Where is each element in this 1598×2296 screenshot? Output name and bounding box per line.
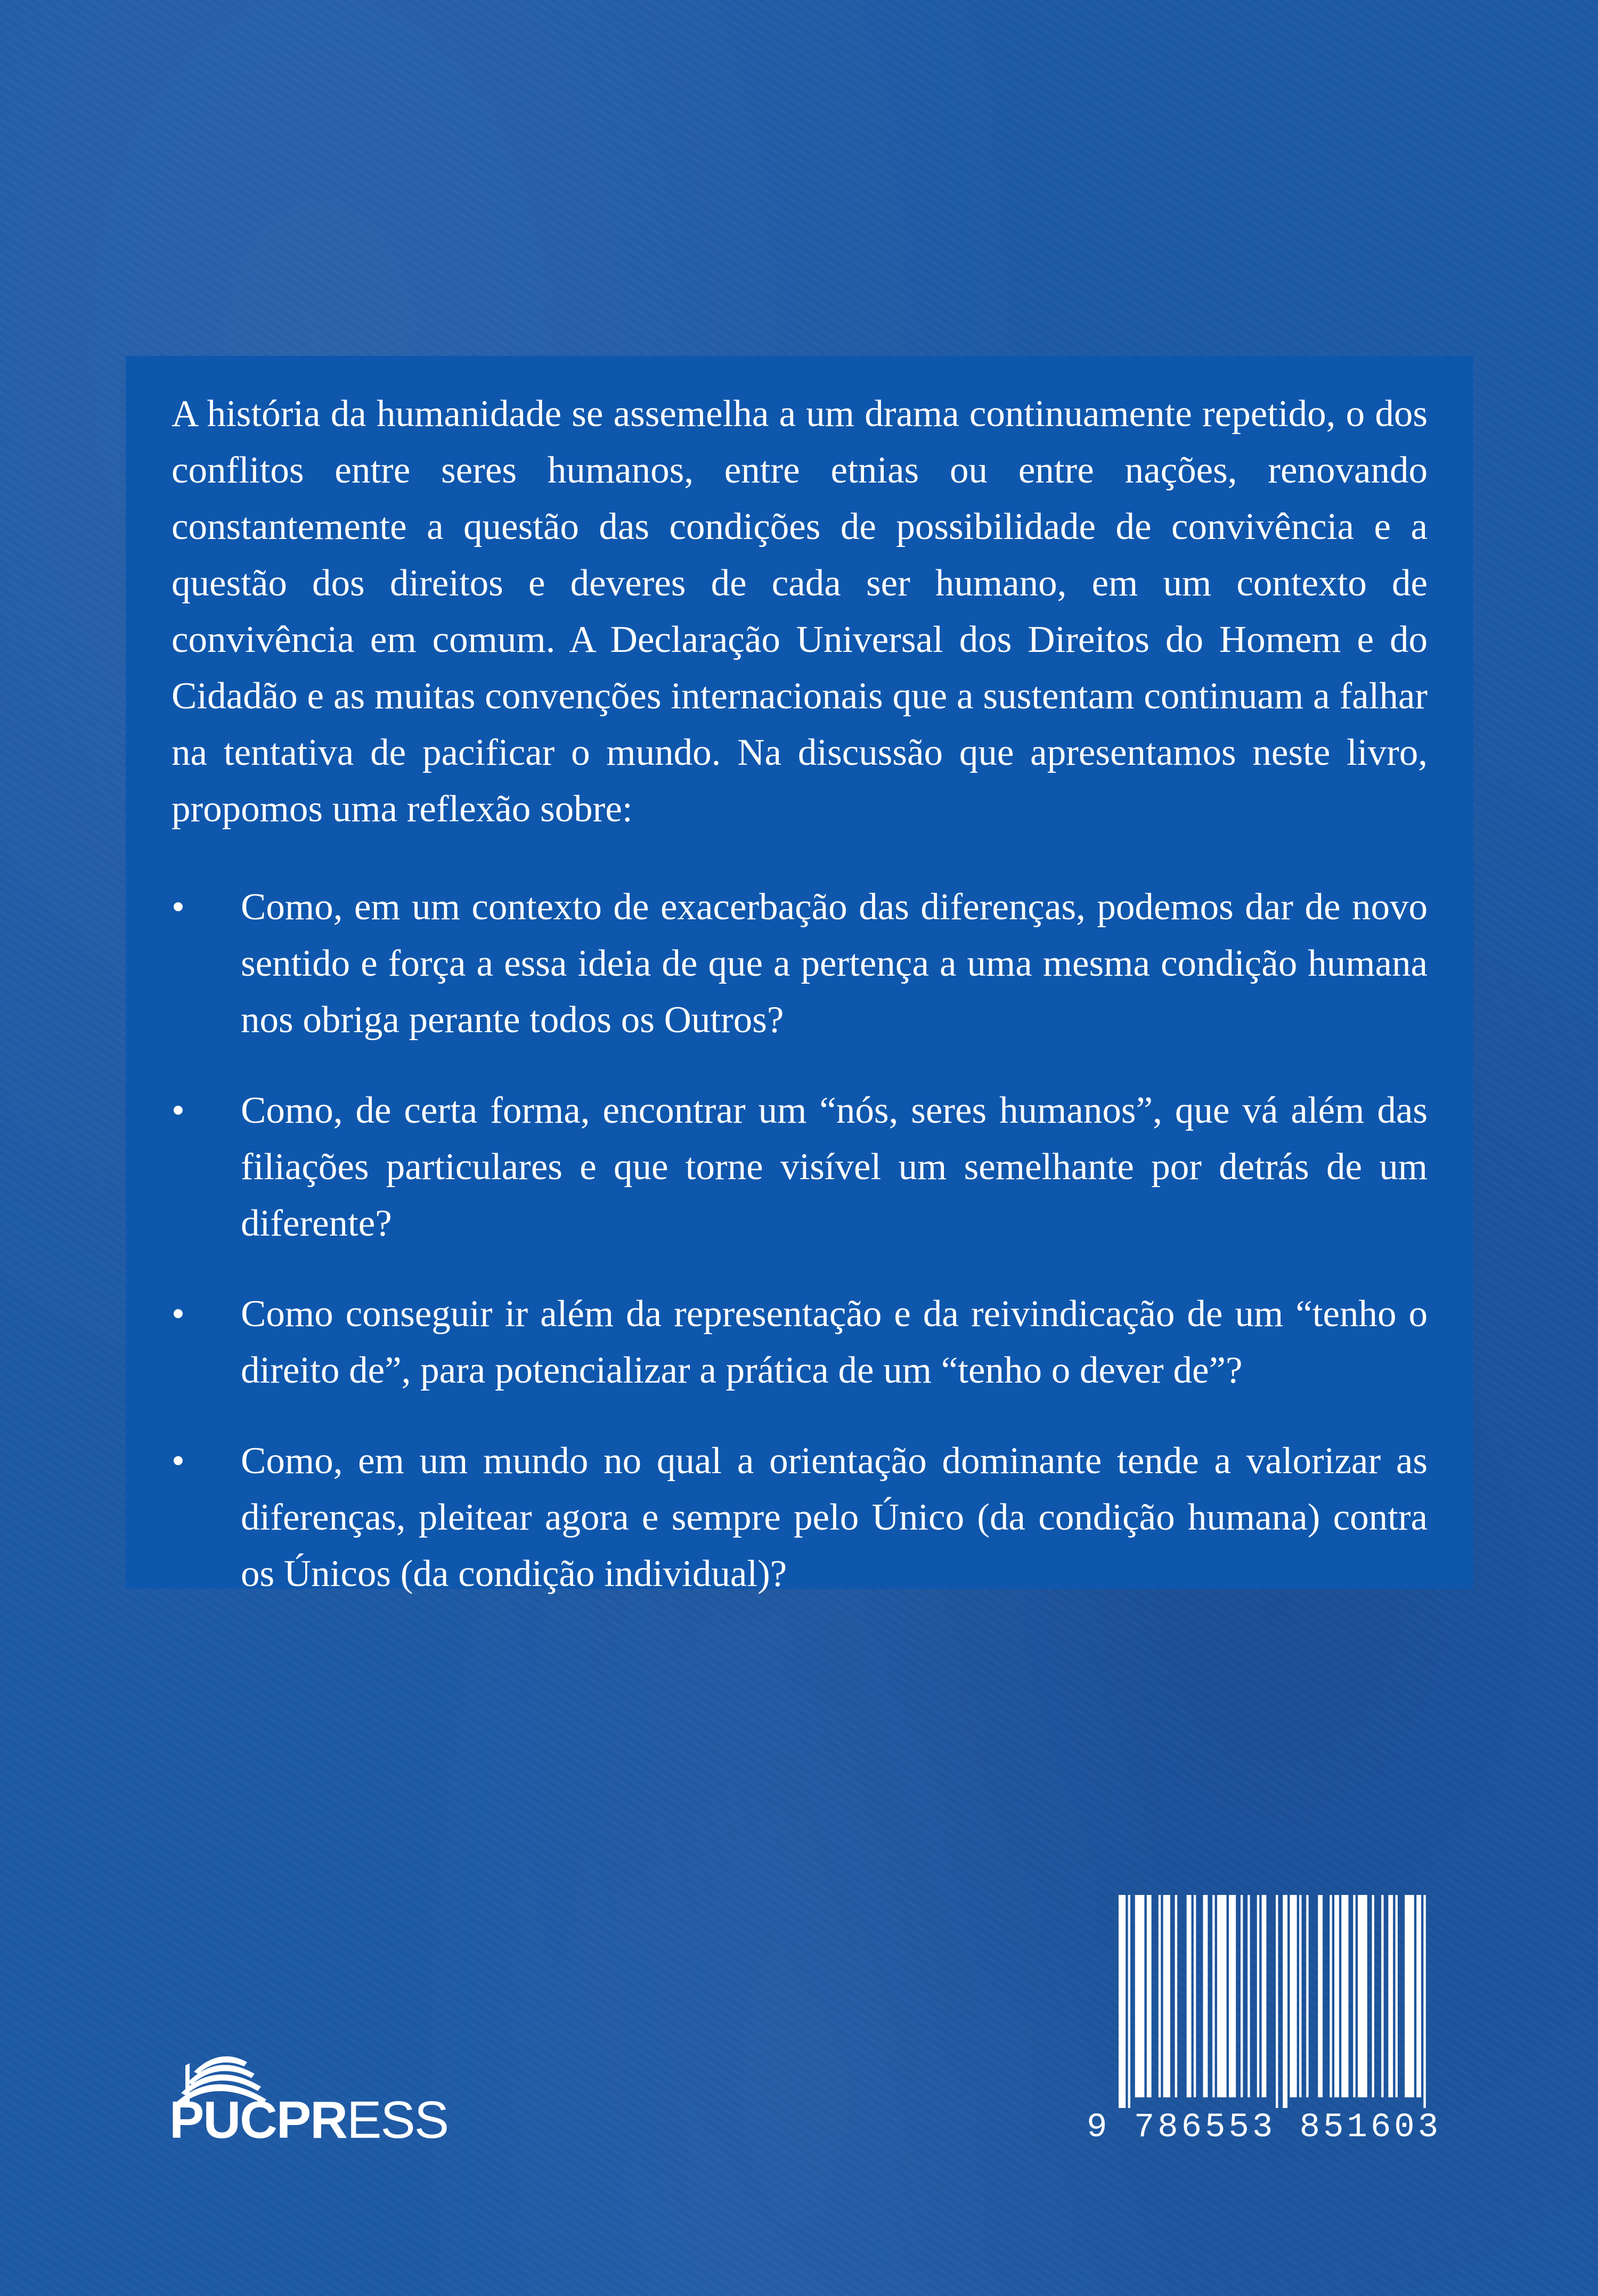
barcode-bar bbox=[1318, 1895, 1323, 2097]
barcode-bar bbox=[1194, 1895, 1196, 2097]
barcode-bar bbox=[1262, 1895, 1267, 2097]
question-item bbox=[172, 879, 1428, 1048]
barcode-bar bbox=[1341, 1895, 1348, 2097]
bullet-icon: • bbox=[172, 886, 185, 928]
bullet-icon: • bbox=[172, 1293, 185, 1335]
barcode-bar bbox=[1128, 1895, 1130, 2108]
question-list bbox=[172, 879, 1428, 1602]
barcode-bar bbox=[1423, 1895, 1425, 2108]
isbn-barcode bbox=[1087, 1895, 1442, 2147]
barcode-bar bbox=[1353, 1895, 1355, 2097]
barcode-bar bbox=[1381, 1895, 1383, 2097]
question-text: Como conseguir ir além da representação e da reivindicação de um “tenho o direito de”, para potencializar a prática de um “tenho o dever de”? bbox=[241, 1293, 1428, 1391]
barcode-bar bbox=[1283, 1895, 1287, 2108]
barcode-bar bbox=[1163, 1895, 1170, 2097]
isbn-number: 9 786553 851603 bbox=[1087, 2109, 1442, 2147]
question-text: Como, de certa forma, encontrar um “nós, seres humanos”, que vá além das filiações particulares e que torne visível um semelhante por detrás de um diferente? bbox=[241, 1090, 1428, 1244]
barcode-bar bbox=[1416, 1895, 1421, 2097]
question-item bbox=[172, 1433, 1428, 1602]
question-item bbox=[172, 1082, 1428, 1252]
barcode-bar bbox=[1330, 1895, 1332, 2097]
publisher-name-bold: PUCPR bbox=[169, 2090, 347, 2149]
barcode-bar bbox=[1306, 1895, 1308, 2097]
publisher-name bbox=[169, 2090, 449, 2149]
barcode-bar bbox=[1212, 1895, 1214, 2097]
barcode-bar bbox=[1299, 1895, 1301, 2097]
barcode-bar bbox=[1241, 1895, 1243, 2097]
barcode-bar bbox=[1229, 1895, 1236, 2097]
barcode-bar bbox=[1334, 1895, 1339, 2097]
question-item bbox=[172, 1286, 1428, 1399]
barcode-bar bbox=[1135, 1895, 1145, 2097]
barcode-bar bbox=[1388, 1895, 1393, 2097]
bullet-icon: • bbox=[172, 1090, 185, 1131]
intro-paragraph: A história da humanidade se assemelha a um drama continuamente repetido, o dos conflitos entre seres humanos, entre etnias ou entre nações, renovando constantemente a questão das condições de possibilidade de convivência e a questão dos direitos e deveres de cada ser humano, em um contexto de convivência em comum. A Declaração Universal dos Direitos do Homem e do Cidadão e as muitas convenções internacionais que a sustentam continuam a falhar na tentativa de pacificar o mundo. Na discussão que apresentamos neste livro, propomos uma reflexão sobre: bbox=[172, 393, 1428, 830]
barcode-bar bbox=[1203, 1895, 1208, 2097]
publisher-name-light: ESS bbox=[347, 2090, 449, 2149]
back-cover-text-panel bbox=[126, 356, 1473, 1595]
question-text: Como, em um mundo no qual a orientação dominante tende a valorizar as diferenças, pleitear agora e sempre pelo Único (da condição humana) contra os Únicos (da condição individual)? bbox=[241, 1440, 1428, 1595]
bullet-icon: • bbox=[172, 1440, 185, 1482]
barcode-bar bbox=[1405, 1895, 1414, 2097]
barcode-bar bbox=[1290, 1895, 1297, 2097]
barcode-icon bbox=[1119, 1895, 1433, 2108]
publisher-logo bbox=[169, 2044, 449, 2149]
barcode-bar bbox=[1358, 1895, 1367, 2097]
barcode-bar bbox=[1147, 1895, 1152, 2097]
barcode-bar bbox=[1119, 1895, 1126, 2108]
barcode-bar bbox=[1276, 1895, 1278, 2108]
barcode-bar bbox=[1187, 1895, 1192, 2097]
barcode-bar bbox=[1396, 1895, 1398, 2097]
barcode-bar bbox=[1159, 1895, 1161, 2097]
barcode-bar bbox=[1248, 1895, 1250, 2097]
barcode-bar bbox=[1175, 1895, 1177, 2097]
question-text: Como, em um contexto de exacerbação das diferenças, podemos dar de novo sentido e força a essa ideia de que a pertença a uma mesma condição humana nos obriga perante todos os Outros? bbox=[241, 886, 1428, 1041]
barcode-bar bbox=[1217, 1895, 1227, 2097]
barcode-bar bbox=[1257, 1895, 1259, 2097]
barcode-bar bbox=[1372, 1895, 1374, 2097]
